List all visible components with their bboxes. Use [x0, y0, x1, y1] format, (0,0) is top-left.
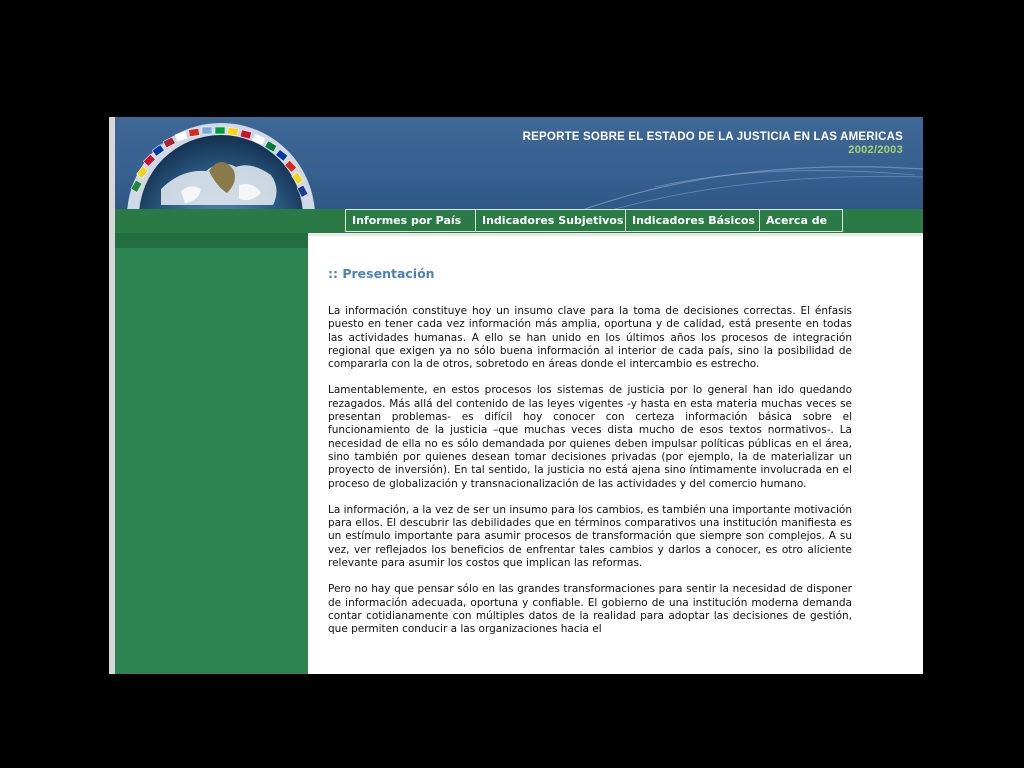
content-divider [308, 233, 923, 236]
paragraph: Lamentablemente, en estos procesos los sistemas de justicia por lo general han ido quedando rezagados. Más allá del contenido de las leyes vigentes -y hasta en esta materia muchas veces se presentan problemas- es difícil hoy conocer con certeza información básica sobre el funcionamiento de la justicia –que muchas veces dista mucho de esos textos normativos-. La necesidad de ella no es sólo demandada por quienes deben impulsar políticas públicas en el área, sino también por quienes desean tomar decisiones privadas (por ejemplo, la de materializar un proyecto de inversión). En tal sentido, la justicia no está ajena sino íntimamente involucrada en el proceso de globalización y transnacionalización de las actividades y del comercio humano. [328, 384, 852, 490]
nav-acerca-de[interactable]: Acerca de [766, 214, 828, 227]
paragraph: La información, a la vez de ser un insumo para los cambios, es también una importante motivación para ellos. El descubrir las debilidades que en términos comparativos una institución manifiesta es un estímulo importante para asumir procesos de transformación que siempre son complejos. A su vez, ver reflejados los beneficios de enfrentar tales cambios y darlos a conocer, es otro aliciente relevante para asumir los costos que implican las reformas. [328, 503, 852, 570]
globe-with-flags-icon [121, 117, 316, 209]
paragraph: Pero no hay que pensar sólo en las grandes transformaciones para sentir la necesidad de disponer de información adecuada, oportuna y confiable. El gobierno de una institución moderna demanda contar cotidianamente con múltiples datos de la realidad para adoptar las decisiones de gestión, que permiten conducir a las organizaciones hacia el [328, 583, 852, 636]
site-title: REPORTE SOBRE EL ESTADO DE LA JUSTICIA EN LAS AMERICAS [522, 131, 903, 143]
sidebar-header [115, 233, 308, 248]
navigation-bar [115, 209, 923, 233]
paragraph: La información constituye hoy un insumo clave para la toma de decisiones correctas. El énfasis puesto en tener cada vez información más amplia, oportuna y de calidad, está presente en todas las actividades humanas. A ello se han unido en los últimos años los procesos de integración regional que exigen ya no sólo buena información al interior de cada país, sino la posibilidad de compararla con la de otros, sobretodo en áreas donde el intercambio es estrecho. [328, 305, 852, 371]
site-banner [115, 117, 923, 209]
nav-indicadores-subjetivos[interactable]: Indicadores Subjetivos [476, 210, 626, 231]
main-content [308, 233, 923, 674]
browser-window [109, 117, 923, 674]
nav-informes-por-pais[interactable]: Informes por País [346, 210, 476, 231]
page-title: :: Presentación [328, 266, 435, 281]
article-body [328, 305, 852, 650]
site-year: 2002/2003 [848, 144, 903, 156]
nav-indicadores-basicos[interactable]: Indicadores Básicos [626, 210, 760, 231]
main-nav [345, 209, 843, 232]
left-sidebar [115, 233, 308, 674]
globe-logo [121, 117, 316, 209]
